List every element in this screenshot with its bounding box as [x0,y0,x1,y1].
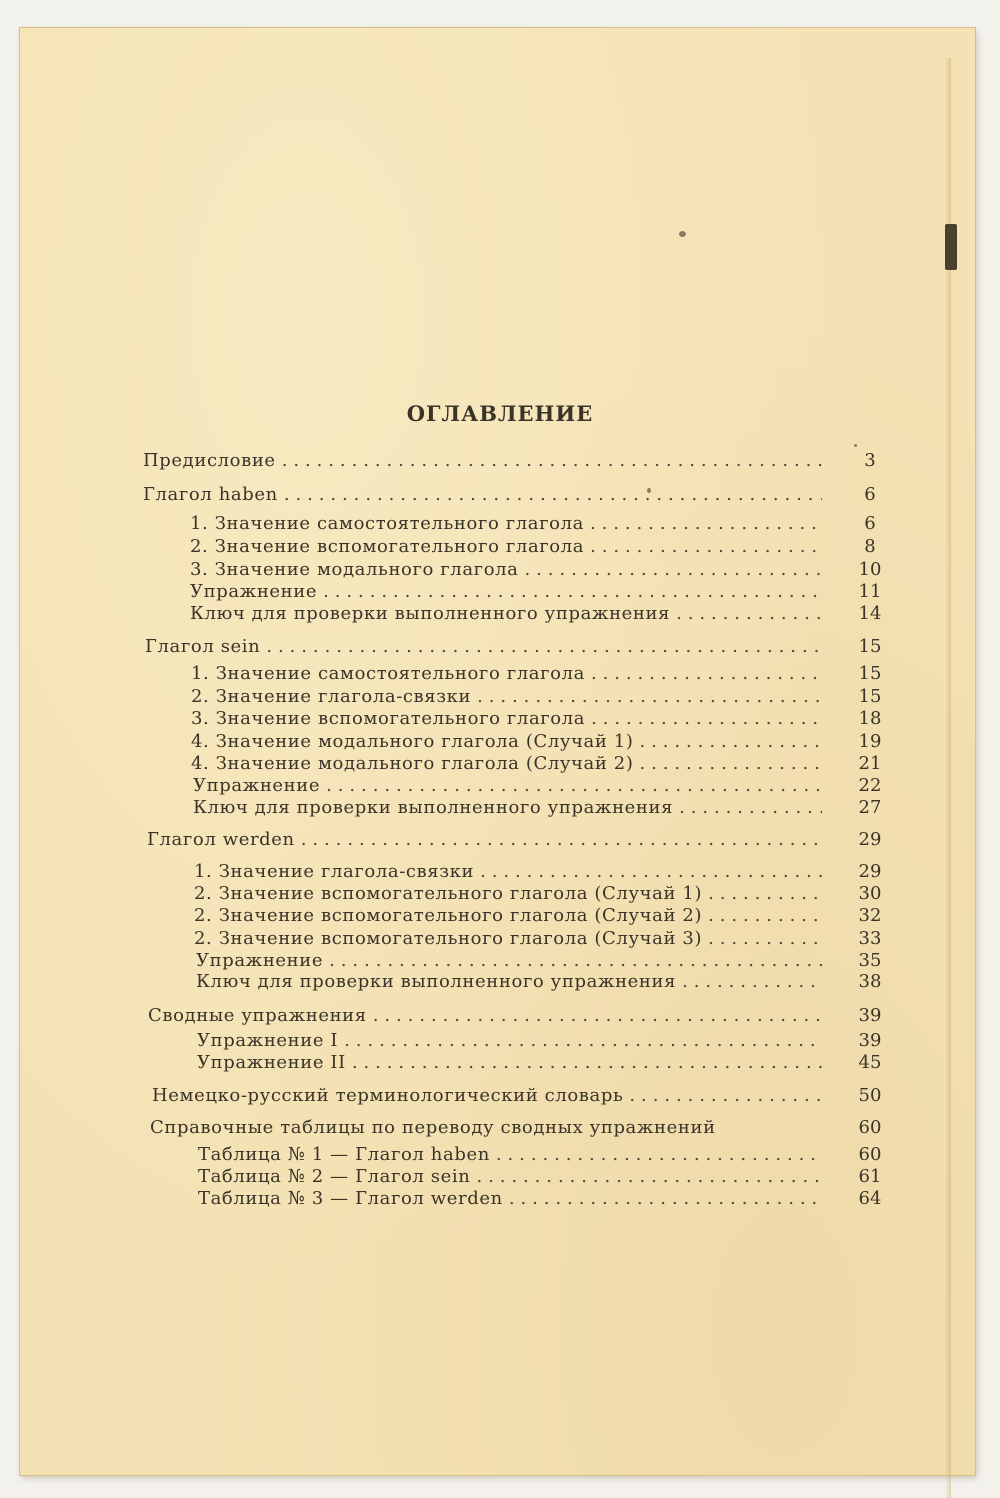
toc-entry-page: 22 [858,775,882,796]
toc-entry[interactable] [147,829,882,853]
toc-entry[interactable] [193,775,882,799]
toc-entry[interactable] [191,708,882,732]
toc-entry-title: Ключ для проверки выполненного упражнения [193,797,674,818]
leader-dots [708,905,822,926]
toc-entry[interactable] [152,1085,882,1109]
toc-entry[interactable] [190,581,882,605]
toc-entry-title: Предисловие [143,450,276,471]
toc-entry-page: 27 [858,797,882,818]
toc-entry-page: 19 [858,731,882,752]
toc-entry[interactable] [194,861,882,885]
toc-entry[interactable] [191,663,882,687]
leader-dots [496,1144,822,1165]
leader-dots [326,775,822,796]
toc-entry-title: Ключ для проверки выполненного упражнения [190,603,671,624]
toc-entry[interactable] [145,636,882,660]
leader-dots [352,1052,822,1073]
toc-entry[interactable] [190,559,882,583]
toc-entry-page: 30 [858,883,882,904]
leader-dots [329,950,822,971]
leader-dots [344,1030,822,1051]
toc-entry-title: 2. Значение вспомогательного глагола [190,536,585,557]
toc-entry-page: 14 [858,603,882,624]
toc-entry-page: 6 [864,484,876,505]
toc-entry-title: Глагол werden [147,829,295,850]
toc-entry[interactable] [191,686,882,710]
toc-entry-title: 2. Значение вспомогательного глагола (Случай 3) [194,928,703,949]
leader-dots [591,663,822,684]
leader-dots [676,603,822,624]
toc-entry-title: 1. Значение самостоятельного глагола [190,513,584,534]
toc-entry-page: 60 [858,1144,882,1165]
toc-entry-page: 60 [858,1117,882,1138]
toc-entry-page: 45 [858,1052,882,1073]
toc-entry-title: 1. Значение глагола-связки [194,861,475,882]
toc-entry-page: 18 [858,708,882,729]
toc-entry-title: Упражнение [190,581,318,602]
toc-entry-title: Упражнение I [197,1030,339,1051]
leader-dots [509,1188,822,1209]
toc-entry-page: 35 [858,950,882,971]
leader-dots [591,708,822,729]
leader-dots [639,753,822,774]
toc-entry-title: Упражнение [196,950,324,971]
toc-entry-page: 50 [858,1085,882,1106]
toc-entry-title: 2. Значение вспомогательного глагола (Случай 1) [194,883,703,904]
leader-dots [282,450,822,471]
leader-dots [525,559,823,580]
toc-entry[interactable] [191,731,882,755]
leader-dots [477,686,822,707]
toc-entry[interactable] [148,1005,882,1029]
toc-entry-page: 38 [858,971,882,992]
toc-entry-page: 29 [858,861,882,882]
toc-entry-page: 11 [858,581,882,602]
toc-entry-page: 15 [858,636,882,657]
toc-entry-title: 2. Значение глагола-связки [191,686,472,707]
leader-dots [301,829,822,850]
toc-entry-title: 3. Значение вспомогательного глагола [191,708,586,729]
toc-entry-title: 4. Значение модального глагола (Случай 2) [191,753,634,774]
toc-entry-title: Таблица № 2 — Глагол sein [198,1166,471,1187]
toc-entry[interactable] [194,905,882,929]
leader-dots [639,731,822,752]
leader-dots [284,484,822,505]
leader-dots [476,1166,822,1187]
toc-entry[interactable] [143,484,876,508]
toc-entry[interactable] [191,753,882,777]
leader-dots [373,1005,822,1026]
toc-entry-title: 4. Значение модального глагола (Случай 1) [191,731,634,752]
toc-entry[interactable] [150,1117,882,1141]
leader-dots [480,861,822,882]
toc-entry-title: Глагол sein [145,636,261,657]
toc-entry[interactable] [190,603,882,627]
toc-heading: ОГЛАВЛЕНИЕ [406,401,594,426]
toc-entry-page: 21 [858,753,882,774]
toc-entry[interactable] [198,1188,882,1212]
toc-entry-page: 33 [858,928,882,949]
toc-entry-page: 8 [864,536,876,557]
leader-dots [708,928,822,949]
toc-entry-title: 2. Значение вспомогательного глагола (Случай 2) [194,905,703,926]
toc-entry[interactable] [194,883,882,907]
toc-entry-title: Глагол haben [143,484,278,505]
leader-dots [682,971,822,992]
leader-dots [266,636,822,657]
leader-dots [590,513,822,534]
toc-entry[interactable] [190,513,876,537]
toc-entry-page: 10 [858,559,882,580]
toc-entry-page: 15 [858,663,882,684]
toc-entry-page: 6 [864,513,876,534]
leader-dots [323,581,822,602]
toc-entry[interactable] [196,971,882,995]
leader-dots [629,1085,822,1106]
toc-entry-title: Таблица № 3 — Глагол werden [198,1188,503,1209]
toc-entry-title: Ключ для проверки выполненного упражнения [196,971,677,992]
toc-entry-page: 64 [858,1188,882,1209]
toc-entry-page: 61 [858,1166,882,1187]
leader-dots [590,536,822,557]
toc-entry[interactable] [198,1166,882,1190]
toc-entry-title: Справочные таблицы по переводу сводных упражнений [150,1117,716,1138]
toc-entry-page: 3 [864,450,876,471]
toc-entry-page: 32 [858,905,882,926]
toc-entry[interactable] [143,450,876,474]
toc-entry[interactable] [194,928,882,952]
toc-entry-title: Таблица № 1 — Глагол haben [198,1144,490,1165]
toc-entry-title: Упражнение II [197,1052,346,1073]
toc-entry-title: Сводные упражнения [148,1005,367,1026]
toc-entry-title: 3. Значение модального глагола [190,559,519,580]
toc-entry[interactable] [197,1052,882,1076]
toc-entry[interactable] [198,1144,882,1168]
toc-entry-title: 1. Значение самостоятельного глагола [191,663,585,684]
toc-entry-page: 39 [858,1030,882,1051]
toc-entry-page: 39 [858,1005,882,1026]
leader-dots [708,883,822,904]
toc-entry-title: Немецко-русский терминологический словарь [152,1085,624,1106]
leader-dots [679,797,822,818]
toc-entry[interactable] [197,1030,882,1054]
toc-entry[interactable] [193,797,882,821]
toc-entry-page: 15 [858,686,882,707]
toc-entry-page: 29 [858,829,882,850]
toc-entry[interactable] [190,536,876,560]
toc-entry-title: Упражнение [193,775,321,796]
